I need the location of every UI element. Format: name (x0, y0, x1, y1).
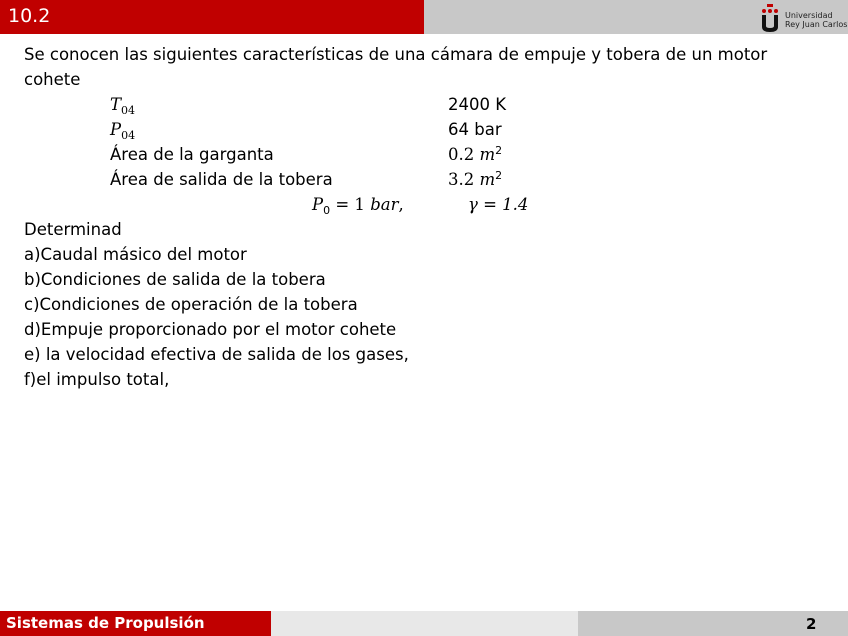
footer-divider (271, 611, 578, 636)
footer-course-title: Sistemas de Propulsión (6, 614, 205, 632)
gamma-value: γ = 1.4 (468, 195, 529, 214)
university-crest-icon (758, 3, 782, 33)
ambient-pressure: $P_0 = 1$ bar, (312, 195, 404, 217)
param-row-p04 (24, 117, 824, 142)
param-label-throat-area: Área de la garganta (110, 145, 274, 164)
param-value-t04: 2400 K (448, 95, 507, 114)
header-bar (0, 0, 848, 34)
logo-text (785, 11, 847, 29)
header-accent (0, 0, 424, 34)
param-value-p04: 64 bar (448, 120, 502, 139)
task-item: d)Empuje proporcionado por el motor cohete (24, 320, 397, 339)
university-logo (758, 3, 848, 33)
param-label-t04: $T_{04}$ (110, 95, 136, 117)
param-row-throat-area (24, 142, 824, 167)
conditions-row (24, 192, 824, 217)
page-number: 2 (806, 615, 817, 633)
slide-content (24, 42, 824, 392)
param-label-exit-area: Área de salida de la tobera (110, 170, 333, 189)
task-item: c)Condiciones de operación de la tobera (24, 295, 358, 314)
task-item: f)el impulso total, (24, 370, 170, 389)
intro-text: Se conocen las siguientes características de una cámara de empuje y tobera de un motor cohete (24, 45, 768, 89)
task-heading: Determinad (24, 220, 122, 239)
task-item: a)Caudal másico del motor (24, 245, 247, 264)
slide-number: 10.2 (8, 5, 51, 27)
task-item: b)Condiciones de salida de la tobera (24, 270, 326, 289)
param-row-t04 (24, 92, 824, 117)
param-row-exit-area (24, 167, 824, 192)
param-value-throat-area: 0.2 $m^2$ (448, 144, 503, 164)
task-item: e) la velocidad efectiva de salida de los gases, (24, 345, 409, 364)
logo-line-1: Universidad (785, 11, 833, 20)
param-value-exit-area: 3.2 $m^2$ (448, 169, 503, 189)
logo-line-2: Rey Juan Carlos (785, 20, 848, 29)
param-label-p04: $P_{04}$ (110, 120, 136, 142)
